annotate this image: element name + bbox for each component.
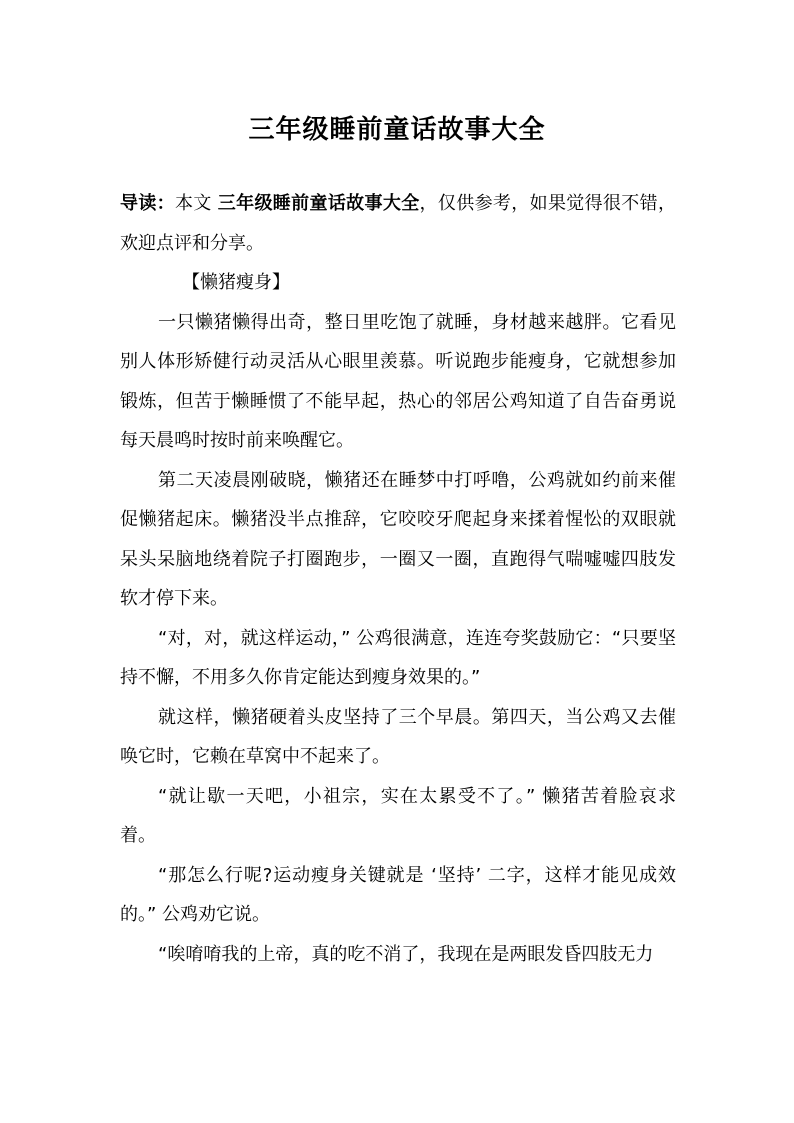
intro-suffix: ，仅供参考，如果觉得很不错，欢迎点评和分享。	[120, 193, 676, 254]
story-paragraph: “唉唷唷我的上帝，真的吃不消了，我现在是两眼发昏四肢无力	[158, 943, 654, 965]
section-heading: 【懒猪瘦身】	[182, 272, 290, 293]
intro-prefix: 本文	[175, 193, 218, 214]
story-paragraph: “对，对，就这样运动，” 公鸡很满意，连连夸奖鼓励它：“只要坚持不懈，不用多久你肯定能达到瘦身效果的。”	[120, 627, 676, 688]
intro-bold-title: 三年级睡前童话故事大全	[217, 193, 420, 214]
story-paragraph: “那怎么行呢?运动瘦身关键就是 ‘坚持’ 二字，这样才能见成效的。” 公鸡劝它说。	[120, 864, 676, 925]
story-paragraph: 就这样，懒猪硬着头皮坚持了三个早晨。第四天，当公鸡又去催唤它时，它赖在草窝中不起来了。	[120, 706, 676, 767]
document-body	[120, 184, 676, 974]
story-paragraph: “就让歇一天吧，小祖宗，实在太累受不了。” 懒猪苦着脸哀求着。	[120, 785, 676, 846]
story-paragraph: 一只懒猪懒得出奇，整日里吃饱了就睡，身材越来越胖。它看见别人体形矫健行动灵活从心眼里羡慕。听说跑步能瘦身，它就想参加锻炼，但苦于懒睡惯了不能早起，热心的邻居公鸡知道了自告奋勇说每天晨鸣时按时前来唤醒它。	[120, 311, 676, 451]
document-title: 三年级睡前童话故事大全	[248, 115, 546, 145]
intro-label: 导读：	[120, 193, 176, 214]
intro-paragraph	[120, 184, 676, 263]
story-paragraph: 第二天凌晨刚破晓，懒猪还在睡梦中打呼噜，公鸡就如约前来催促懒猪起床。懒猪没半点推辞，它咬咬牙爬起身来揉着惺忪的双眼就呆头呆脑地绕着院子打圈跑步，一圈又一圈，直跑得气喘嘘嘘四肢发软才停下来。	[120, 469, 676, 609]
